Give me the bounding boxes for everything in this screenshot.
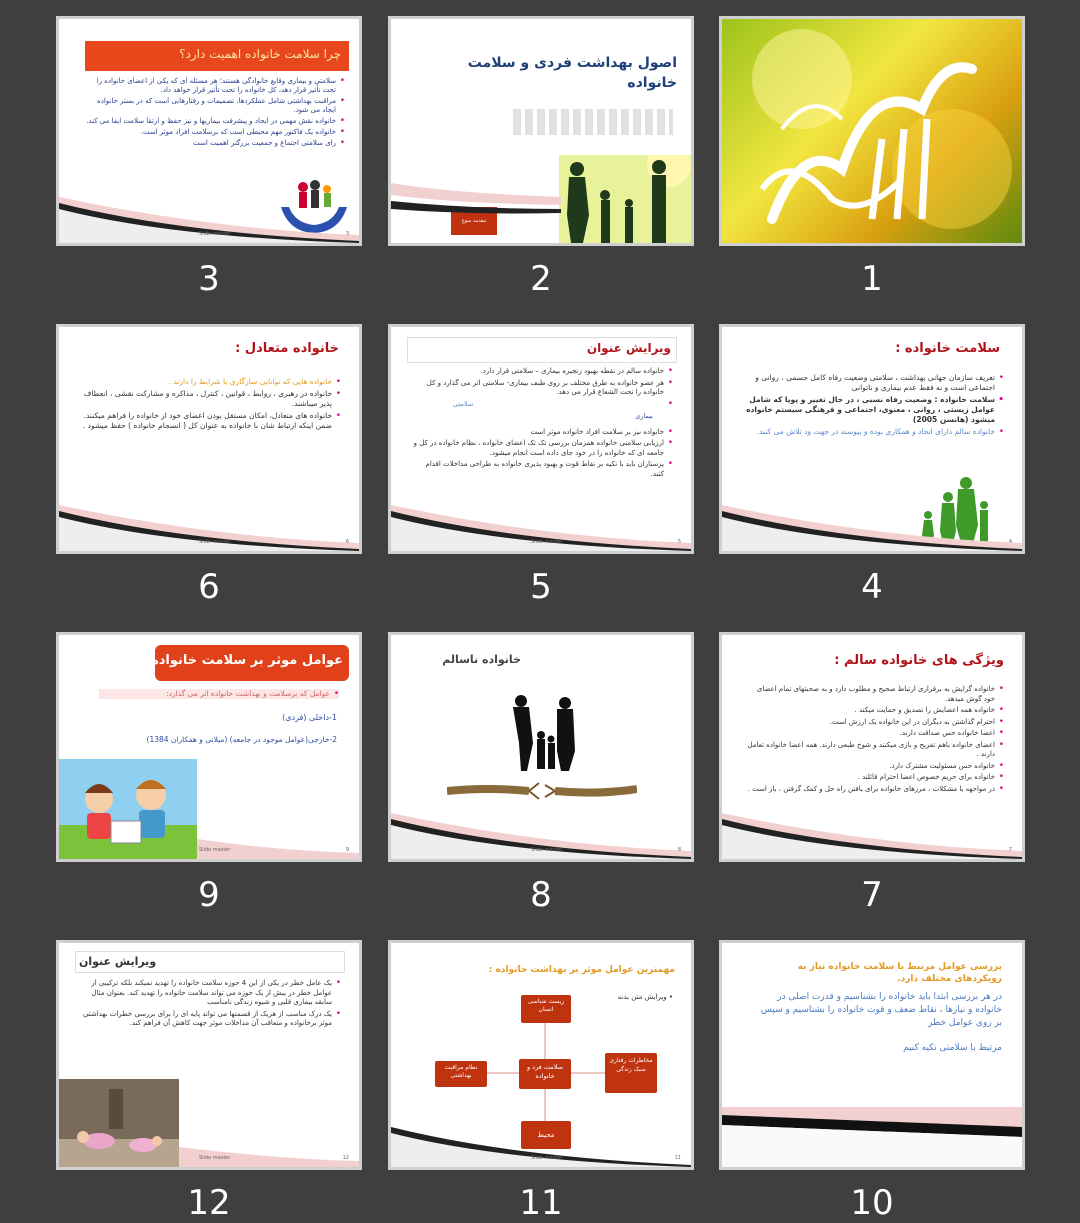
slide-3-footer: Slide master	[199, 231, 231, 237]
slide-11-page-number: 11	[674, 1155, 681, 1161]
slide-9-preview[interactable]	[56, 632, 362, 862]
list-item: • خانواده های متعادل، امکان مستقل بودن اعضای خود از خانواده را فراهم میکنند. ضمن اینکه ارتباط شان با خانواده به عنوان کل ( انسجام خانواده ) حفظ میشود .	[81, 411, 341, 431]
list-item: • سلامتی و بیماری وقایع خانوادگی هستند؛ هر مسئله ای که یکی از اعضای خانواده را تحت تأثیر قرار دهد، کل خانواده را تحت تأثیر قرار خواهد داد.	[85, 77, 345, 95]
slide-2-title: اصول بهداشت فردی و سلامت خانواده	[467, 55, 677, 91]
slide-3-page-number: 3	[345, 231, 349, 237]
list-item: • سلامت خانواده : وضعیت رفاه نسبی ، در حال تغییر و پویا که شامل عوامل زیستی ، روانی ، معنوی، اجتماعی و فرهنگی سیستم خانواده میشود (هانسن 2005)	[740, 395, 1004, 425]
slide-6-title: خانواده متعادل :	[235, 341, 339, 356]
slide-thumbnail-7[interactable]	[719, 632, 1025, 915]
slide-2-faint-text	[513, 109, 673, 135]
list-item: • ارزیابی سلامتی خانواده همزمان بررسی تک تک اعضای خانواده ، نظام خانواده در کل و جامعه ای که خانواده را در خود جای داده است انجام میشود.	[413, 439, 673, 458]
diagram-box-center: سلامت فرد و خانواده	[519, 1059, 571, 1089]
slide-thumbnail-8[interactable]	[388, 632, 694, 915]
slide-6-preview[interactable]	[56, 324, 362, 554]
list-item: • مراقبت بهداشتی شامل عملکردها، تصمیمات و رفتارهایی است که در بستر خانواده ایجاد می شود.	[85, 97, 345, 115]
slide-8-title: خانواده ناسالم	[442, 653, 521, 666]
slide-12-preview[interactable]	[56, 940, 362, 1170]
slide-number-label: 12	[187, 1183, 231, 1223]
broken-rope-family-image	[447, 691, 637, 811]
slide-4-page-number: 4	[1008, 539, 1012, 545]
list-item: • رای سلامتی اجتماع و جمعیت بزرگتر اهمیت است	[85, 139, 345, 148]
slide-5-page-number: 5	[677, 539, 681, 545]
slide-2-preview[interactable]	[388, 16, 694, 246]
slide-thumbnail-2[interactable]	[388, 16, 694, 299]
slide-5-title: ویرایش عنوان	[586, 341, 671, 355]
slide-10-line-2: در هر بررسی ابتدا باید خانواده را بشناسیم و قدرت اصلی در خانواده و نیازها ، نقاط ضعف و قوت خانواده را بشناسیم و سپس بر روی عوامل خطر	[760, 992, 1002, 1028]
list-item: • خانواده برای حریم خصوص اعضا احترام قائلند .	[744, 773, 1004, 783]
list-item: • خانواده یک فاکتور مهم محیطی است که برسلامت افراد موثر است.	[85, 128, 345, 137]
slide-9-bullets	[99, 689, 339, 701]
slide-3-title: چرا سلامت خانواده اهمیت دارد؟	[179, 47, 341, 61]
slide-5-preview[interactable]	[388, 324, 694, 554]
list-item: • خانواده نقش مهمی در ایجاد و پیشرفت بیماریها و نیز حفظ و ارتقا سلامت ایفا می کند.	[85, 117, 345, 126]
diagram-box-left: نظام مراقبت بهداشتی	[435, 1061, 487, 1087]
list-item: • احترام گذاشتن به دیگران در این خانواده یک ارزش است.	[744, 718, 1004, 728]
slide-thumbnail-6[interactable]	[56, 324, 362, 607]
slide-9-title: عوامل موثر بر سلامت خانواده	[151, 653, 343, 668]
slide-3-bullets	[85, 77, 345, 150]
slide-12-title: ویرایش عنوان	[79, 955, 157, 968]
slide-4-preview[interactable]	[719, 324, 1025, 554]
slide-thumbnail-11[interactable]	[388, 940, 694, 1223]
slide-2-decor	[391, 183, 691, 243]
slide-number-label: 10	[850, 1183, 894, 1223]
slide-4-decor	[722, 491, 1022, 551]
slide-7-preview[interactable]	[719, 632, 1025, 862]
slide-11-footer: Slide master	[531, 1155, 563, 1161]
list-item: • خانواده حس مسئولیت مشترک دارد.	[744, 762, 1004, 772]
slide-12-page-number: 12	[342, 1155, 349, 1161]
list-item: • خانواده نیز بر سلامت افراد خانواده موثر است	[413, 428, 673, 438]
slide-10-preview[interactable]	[719, 940, 1025, 1170]
slide-7-bullets	[744, 685, 1004, 796]
list-item: • خانواده در رهبری ، روابط ، قوانین ، کنترل ، مذاکره و مشارکت نقشی ، انعطاف پذیر میباشند.	[81, 389, 341, 409]
slide-11-title: مهمترین عوامل موثر بر بهداشت خانواده :	[488, 965, 675, 975]
slide-thumbnail-1[interactable]	[719, 16, 1025, 299]
slide-5-footer: Slide master	[531, 539, 563, 545]
slide-11-edit-text: • ویرایش متن بدنه	[617, 993, 673, 1001]
slide-7-page-number: 7	[1008, 847, 1012, 853]
list-item: • تعریف سازمان جهانی بهداشت ، سلامتی وضعیت رفاه کامل جسمی ، روانی و اجتماعی است و نه فقط عدم بیماری و ناتوانی	[740, 373, 1004, 393]
slide-7-decor	[722, 799, 1022, 859]
slide-number-label: 6	[198, 567, 220, 607]
list-item: • خانواده همه اعضایش را تصدیق و حمایت میکند .	[744, 706, 1004, 716]
slide-number-label: 2	[530, 259, 552, 299]
slide-thumbnail-3[interactable]	[56, 16, 362, 299]
diagram-box-top: زیست شناسی انسان	[521, 995, 571, 1023]
slide-5-bullets	[413, 367, 673, 481]
slide-number-label: 7	[861, 875, 883, 915]
slide-10-band-decor	[722, 1093, 1022, 1167]
slide-number-label: 11	[519, 1183, 563, 1223]
slide-4-title: سلامت خانواده :	[895, 341, 1000, 356]
slide-10-line-1: بررسی عوامل مرتبط با سلامت خانواده نیاز به رویکردهای مختلف دارد.	[797, 962, 1002, 984]
slide-thumbnail-5[interactable]	[388, 324, 694, 607]
slide-6-page-number: 6	[345, 539, 349, 545]
slide-number-label: 3	[198, 259, 220, 299]
slide-7-title: ویژگی های خانواده سالم :	[834, 653, 1004, 668]
list-item: • عوامل که برسلامت و بهداشت خانواده اثر می گذارد:	[99, 689, 339, 699]
list-item: • خانواده سالم در نقطه بهبود زنجیره بیماری – سلامتی قرار دارد.	[413, 367, 673, 377]
slide-9-line-1: 1-داخلی (فردی)	[282, 713, 337, 722]
diagram-box-right: مخاطرات رفتاری سبک زندگی	[605, 1053, 657, 1093]
slide-10-line-3: مرتبط با سلامتی تکیه کنیم	[903, 1043, 1002, 1053]
slide-thumbnail-12[interactable]	[56, 940, 362, 1223]
slide-1-preview[interactable]	[719, 16, 1025, 246]
slide-2-button[interactable]: مقدمه منوع	[451, 207, 497, 235]
slide-11-preview[interactable]	[388, 940, 694, 1170]
list-item: • خانواده گرایش به برقراری ارتباط صحیح و مطلوب دارد و به صحبتهای تمام اعضای خود گوش میدهد.	[744, 685, 1004, 704]
list-item: • پرستاران باید با تکیه بر نقاط قوت و بهبود پذیری خانواده به طراحی مداخلات اقدام کنند.	[413, 460, 673, 479]
list-item: • هر عضو خانواده به طرق مختلف بر روی طیف بیماری- سلامتی اثر می گذارد و کل خانواده را تحت الشعاع قرار می دهد.	[413, 379, 673, 398]
list-item: • خانواده سالم دارای اتحاد و همکاری بوده و پیوسته در جهت ود تلاش می کنند.	[740, 427, 1004, 437]
list-item: • اعضای خانواده باهم تفریح و بازی میکنند و شوخ طبعی دارند. همه اعضا خانواده تعامل دارند .	[744, 741, 1004, 760]
slide-thumbnail-10[interactable]	[719, 940, 1025, 1223]
list-item: • یک عامل خطر در یکی از این 4 حوزه سلامت خانواده را تهدید نمیکند بلکه ترکیبی از عوامل خطر در بیش از یک حوزه می تواند سلامت خانواده را تهدید کند. بعنوان مثال سابقه بیماری قلبی و شیوه زندگی نامناسب	[81, 979, 341, 1008]
spectrum-label-disease: بیماری	[635, 411, 653, 420]
slide-number-label: 8	[530, 875, 552, 915]
slide-12-bullets	[81, 979, 341, 1031]
diagram-box-bottom: محیط	[521, 1121, 571, 1149]
slide-3-preview[interactable]	[56, 16, 362, 246]
spectrum-label-health: • سلامتی	[453, 399, 474, 408]
slide-12-footer: Slide master	[199, 1155, 231, 1161]
slide-9-line-2: 2-خارجی(عوامل موجود در جامعه) (میلانی و همکاران 1384)	[146, 735, 337, 744]
slide-4-bullets	[740, 373, 1004, 439]
slide-9-footer: Slide master	[199, 847, 231, 853]
list-item: • یک درک مناسب از هریک از قسمتها می تواند پایه ای را برای بررسی خطرات بهداشتی موثر برخانواده و متعاقب آن مداخلات موثر جهت کاهش آن فراهم کند.	[81, 1010, 341, 1029]
slide-thumbnail-9[interactable]	[56, 632, 362, 915]
slide-6-bullets	[81, 377, 341, 433]
slide-6-footer: Slide master	[199, 539, 231, 545]
list-item: • در مواجهه با مشکلات ، مرزهای خانواده برای یافتن راه حل و کمک گرفتن ، باز است .	[744, 785, 1004, 795]
slide-8-page-number: 8	[677, 847, 681, 853]
list-item: • اعضا خانواده حس صداقت دارند.	[744, 729, 1004, 739]
slide-8-preview[interactable]	[388, 632, 694, 862]
slide-number-label: 4	[861, 567, 883, 607]
slide-number-label: 1	[861, 259, 883, 299]
list-item: • خانواده هایی که توانایی سازگاری با شرایط را دارند .	[81, 377, 341, 387]
slide-number-label: 5	[530, 567, 552, 607]
slide-thumbnail-4[interactable]	[719, 324, 1025, 607]
slide-9-page-number: 9	[345, 847, 349, 853]
slide-8-footer: Slide master	[531, 847, 563, 853]
calligraphy-bismillah-image	[722, 19, 1022, 243]
spectrum-diagram	[413, 400, 673, 426]
slide-number-label: 9	[198, 875, 220, 915]
